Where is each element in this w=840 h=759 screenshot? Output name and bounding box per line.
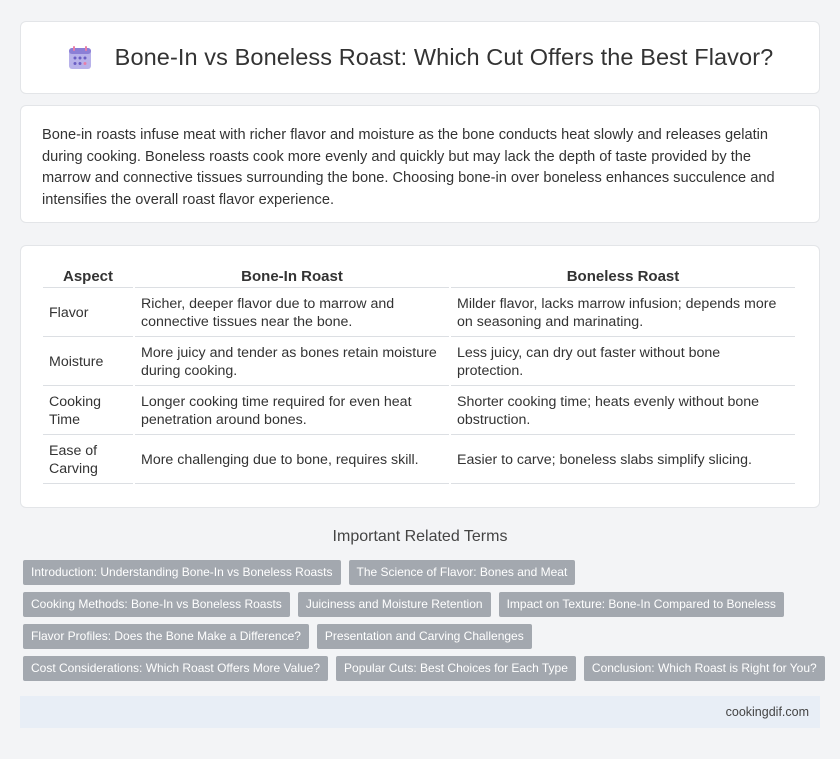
table-header-row xyxy=(43,265,795,288)
column-header-aspect: Aspect xyxy=(43,265,133,288)
related-term-tag[interactable]: Cooking Methods: Bone-In vs Boneless Roasts xyxy=(23,592,290,617)
related-term-tag[interactable]: Juiciness and Moisture Retention xyxy=(298,592,491,617)
tag-row xyxy=(23,656,823,681)
comparison-table-card xyxy=(20,245,820,508)
related-terms-title: Important Related Terms xyxy=(332,528,508,545)
page-title: Bone-In vs Boneless Roast: Which Cut Offers the Best Flavor? xyxy=(114,44,774,70)
table-cell-bone-in: More challenging due to bone, requires skill. xyxy=(135,437,449,484)
table-row xyxy=(43,437,795,484)
table-row xyxy=(43,388,795,435)
table-cell-aspect: Cooking Time xyxy=(43,388,133,435)
table-cell-aspect: Ease of Carving xyxy=(43,437,133,484)
page-header xyxy=(20,21,820,94)
column-header-boneless: Boneless Roast xyxy=(451,265,795,288)
table-row xyxy=(43,339,795,386)
table-cell-aspect: Moisture xyxy=(43,339,133,386)
comparison-table xyxy=(41,263,797,486)
table-cell-boneless: Less juicy, can dry out faster without bone protection. xyxy=(451,339,795,386)
related-term-tag[interactable]: Presentation and Carving Challenges xyxy=(317,624,532,649)
tag-row xyxy=(23,560,823,585)
table-cell-aspect: Flavor xyxy=(43,290,133,337)
related-term-tag[interactable]: Conclusion: Which Roast is Right for You? xyxy=(584,656,825,681)
related-terms-list xyxy=(23,560,823,688)
tag-row xyxy=(23,592,823,617)
table-cell-bone-in: Richer, deeper flavor due to marrow and connective tissues near the bone. xyxy=(135,290,449,337)
table-cell-bone-in: Longer cooking time required for even heat penetration around bones. xyxy=(135,388,449,435)
footer-site-link[interactable]: cookingdif.com xyxy=(725,705,809,719)
table-cell-boneless: Shorter cooking time; heats evenly without bone obstruction. xyxy=(451,388,795,435)
table-cell-boneless: Milder flavor, lacks marrow infusion; depends more on seasoning and marinating. xyxy=(451,290,795,337)
related-term-tag[interactable]: Cost Considerations: Which Roast Offers More Value? xyxy=(23,656,328,681)
related-term-tag[interactable]: The Science of Flavor: Bones and Meat xyxy=(349,560,576,585)
table-row xyxy=(43,290,795,337)
intro-text: Bone-in roasts infuse meat with richer flavor and moisture as the bone conducts heat slowly and releases gelatin during cooking. Boneless roasts cook more evenly and quickly but may lack the depth of taste provided by the marrow and connective tissues surrounding the bone. Choosing bone-in over boneless enhances succulence and intensifies the overall roast flavor experience. xyxy=(42,127,775,208)
table-cell-boneless: Easier to carve; boneless slabs simplify slicing. xyxy=(451,437,795,484)
related-term-tag[interactable]: Introduction: Understanding Bone-In vs Boneless Roasts xyxy=(23,560,341,585)
calendar-icon xyxy=(67,45,93,71)
related-term-tag[interactable]: Flavor Profiles: Does the Bone Make a Difference? xyxy=(23,624,309,649)
table-cell-bone-in: More juicy and tender as bones retain moisture during cooking. xyxy=(135,339,449,386)
intro-section xyxy=(20,105,820,223)
tag-row xyxy=(23,624,823,649)
column-header-bone-in: Bone-In Roast xyxy=(135,265,449,288)
page-footer xyxy=(20,696,820,728)
related-term-tag[interactable]: Impact on Texture: Bone-In Compared to Boneless xyxy=(499,592,784,617)
related-term-tag[interactable]: Popular Cuts: Best Choices for Each Type xyxy=(336,656,576,681)
